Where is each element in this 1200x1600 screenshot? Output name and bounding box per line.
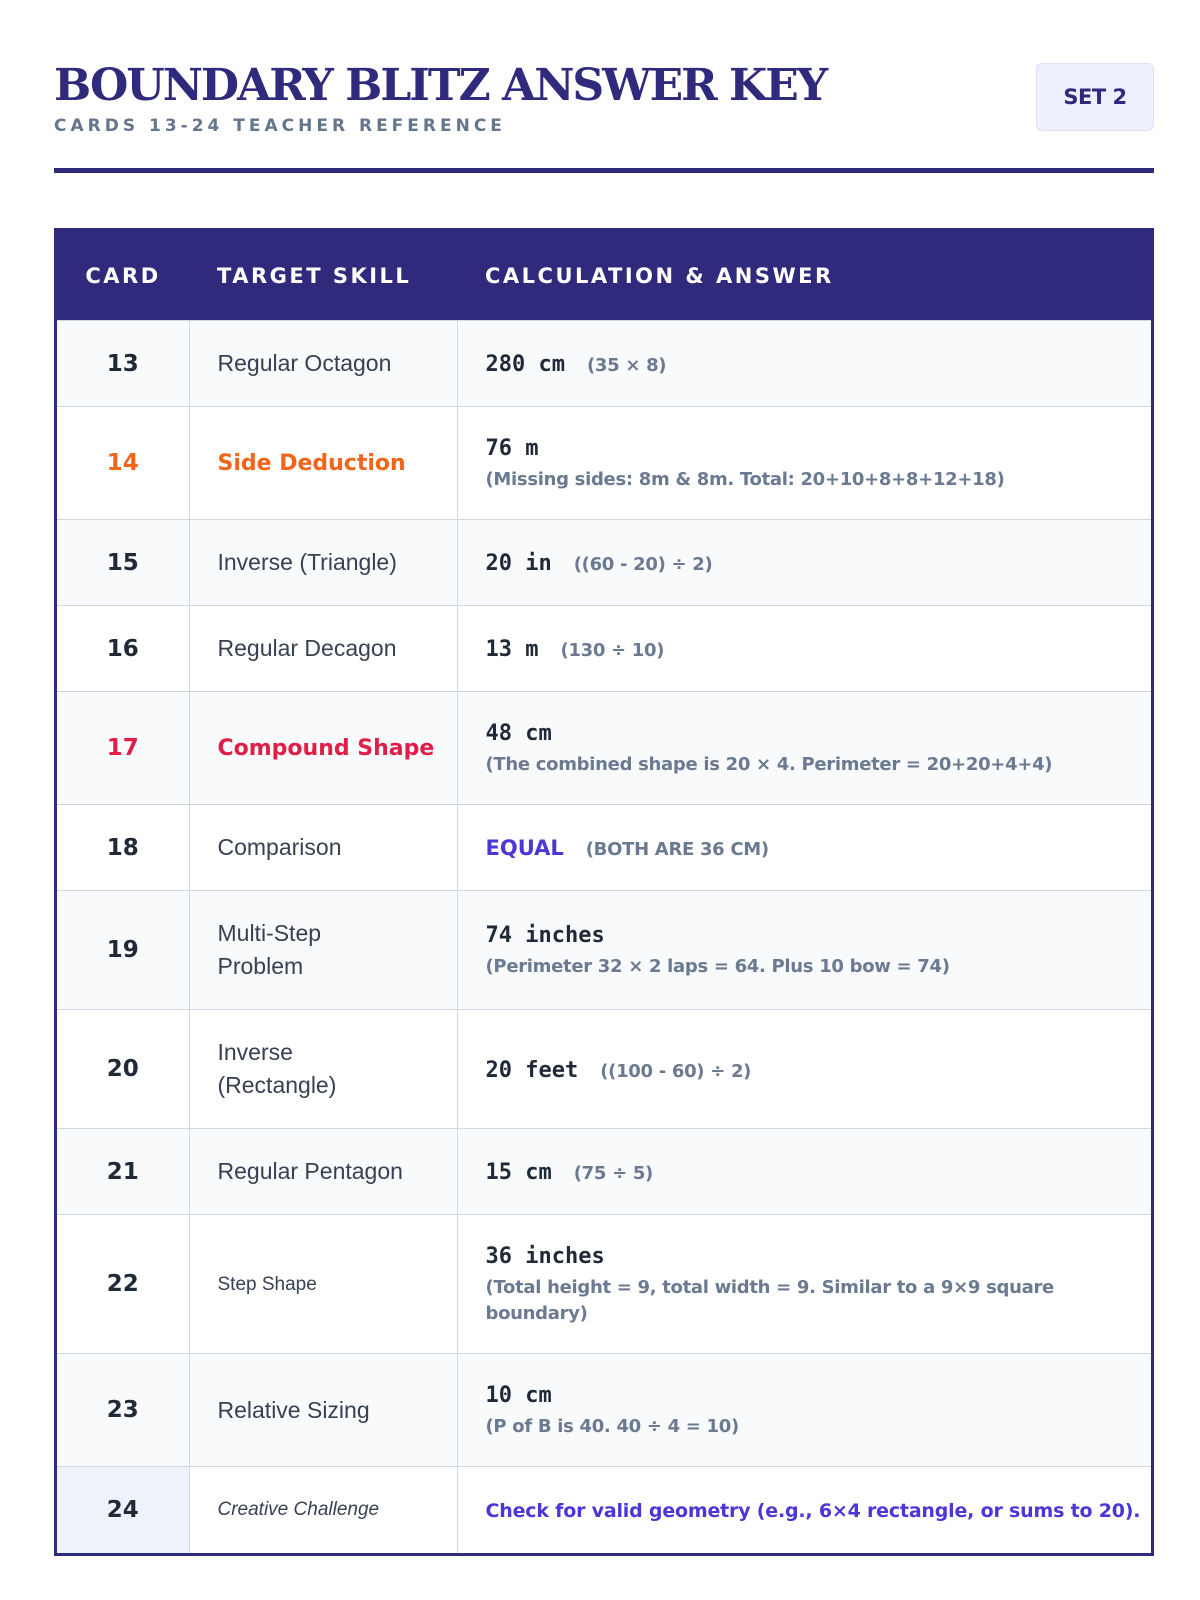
answer-note: (The combined shape is 20 × 4. Perimeter = 20+20+4+4) bbox=[485, 753, 1053, 775]
answer-cell bbox=[457, 1354, 1151, 1467]
answer-cell bbox=[457, 606, 1151, 692]
header-divider bbox=[54, 168, 1154, 173]
target-skill: Inverse (Triangle) bbox=[189, 520, 457, 606]
answer-value: 76 m bbox=[485, 435, 539, 461]
table-row bbox=[57, 520, 1151, 606]
target-skill: Creative Challenge bbox=[189, 1467, 457, 1553]
table-header-row bbox=[57, 231, 1151, 321]
table-row bbox=[57, 805, 1151, 891]
answer-value: 20 in bbox=[485, 551, 552, 576]
table-row bbox=[57, 407, 1151, 520]
table-row bbox=[57, 1467, 1151, 1553]
answer-value: 10 cm bbox=[485, 1382, 552, 1408]
card-number: 18 bbox=[57, 805, 189, 891]
target-skill: Inverse (Rectangle) bbox=[189, 1010, 457, 1129]
target-skill: Multi-Step Problem bbox=[189, 891, 457, 1010]
answer-value: 36 inches bbox=[485, 1243, 605, 1269]
card-number: 19 bbox=[57, 891, 189, 1010]
target-skill: Regular Pentagon bbox=[189, 1129, 457, 1215]
target-skill: Side Deduction bbox=[189, 407, 457, 520]
answer-cell bbox=[457, 692, 1151, 805]
set-badge: SET 2 bbox=[1036, 63, 1154, 131]
answer-cell bbox=[457, 891, 1151, 1010]
table-row bbox=[57, 1010, 1151, 1129]
answer-cell bbox=[457, 407, 1151, 520]
answer-cell bbox=[457, 1129, 1151, 1215]
answer-cell bbox=[457, 1467, 1151, 1553]
answer-cell bbox=[457, 805, 1151, 891]
page-title: BOUNDARY BLITZ ANSWER KEY bbox=[54, 60, 827, 111]
card-number: 14 bbox=[57, 407, 189, 520]
answer-note: (130 ÷ 10) bbox=[560, 640, 665, 661]
card-number: 23 bbox=[57, 1354, 189, 1467]
table-row bbox=[57, 1354, 1151, 1467]
answer-note: (P of B is 40. 40 ÷ 4 = 10) bbox=[485, 1415, 739, 1437]
answer-note: ((60 - 20) ÷ 2) bbox=[573, 554, 713, 575]
target-skill: Step Shape bbox=[189, 1215, 457, 1354]
answer-note: (BOTH ARE 36 CM) bbox=[585, 839, 769, 860]
page-subtitle: CARDS 13-24 TEACHER REFERENCE bbox=[54, 116, 506, 136]
answer-note: ((100 - 60) ÷ 2) bbox=[600, 1060, 752, 1082]
card-number: 20 bbox=[57, 1010, 189, 1129]
answer-cell bbox=[457, 321, 1151, 407]
answer-value: 13 m bbox=[485, 637, 539, 662]
answer-value: Check for valid geometry (e.g., 6×4 rectangle, or sums to 20). bbox=[485, 1500, 1141, 1523]
card-number: 15 bbox=[57, 520, 189, 606]
card-number: 13 bbox=[57, 321, 189, 407]
table-row bbox=[57, 692, 1151, 805]
answer-value: 280 cm bbox=[485, 352, 565, 377]
card-number: 24 bbox=[57, 1467, 189, 1553]
answer-value: 48 cm bbox=[485, 720, 552, 746]
answer-value: EQUAL bbox=[485, 836, 564, 860]
answer-note: (35 × 8) bbox=[586, 355, 667, 376]
table-row bbox=[57, 321, 1151, 407]
target-skill: Regular Octagon bbox=[189, 321, 457, 407]
table-row bbox=[57, 1215, 1151, 1354]
card-number: 16 bbox=[57, 606, 189, 692]
answer-cell bbox=[457, 1215, 1151, 1354]
column-header-answer: CALCULATION & ANSWER bbox=[457, 231, 1151, 321]
target-skill: Regular Decagon bbox=[189, 606, 457, 692]
answer-cell bbox=[457, 520, 1151, 606]
table-row bbox=[57, 891, 1151, 1010]
target-skill: Compound Shape bbox=[189, 692, 457, 805]
answer-note: (Perimeter 32 × 2 laps = 64. Plus 10 bow = 74) bbox=[485, 955, 950, 977]
answer-value: 20 feet bbox=[485, 1057, 579, 1083]
card-number: 21 bbox=[57, 1129, 189, 1215]
column-header-card: CARD bbox=[57, 231, 189, 321]
answer-table bbox=[54, 228, 1154, 1556]
answer-value: 74 inches bbox=[485, 922, 605, 948]
answer-note: (Total height = 9, total width = 9. Similar to a 9×9 square boundary) bbox=[485, 1276, 1054, 1324]
answer-value: 15 cm bbox=[485, 1160, 552, 1185]
column-header-skill: TARGET SKILL bbox=[189, 231, 457, 321]
card-number: 22 bbox=[57, 1215, 189, 1354]
table-row bbox=[57, 606, 1151, 692]
page-header bbox=[54, 58, 1154, 136]
answer-note: (75 ÷ 5) bbox=[573, 1163, 653, 1184]
answer-note: (Missing sides: 8m & 8m. Total: 20+10+8+8+12+18) bbox=[485, 468, 1005, 490]
target-skill: Relative Sizing bbox=[189, 1354, 457, 1467]
target-skill: Comparison bbox=[189, 805, 457, 891]
card-number: 17 bbox=[57, 692, 189, 805]
table-row bbox=[57, 1129, 1151, 1215]
answer-cell bbox=[457, 1010, 1151, 1129]
